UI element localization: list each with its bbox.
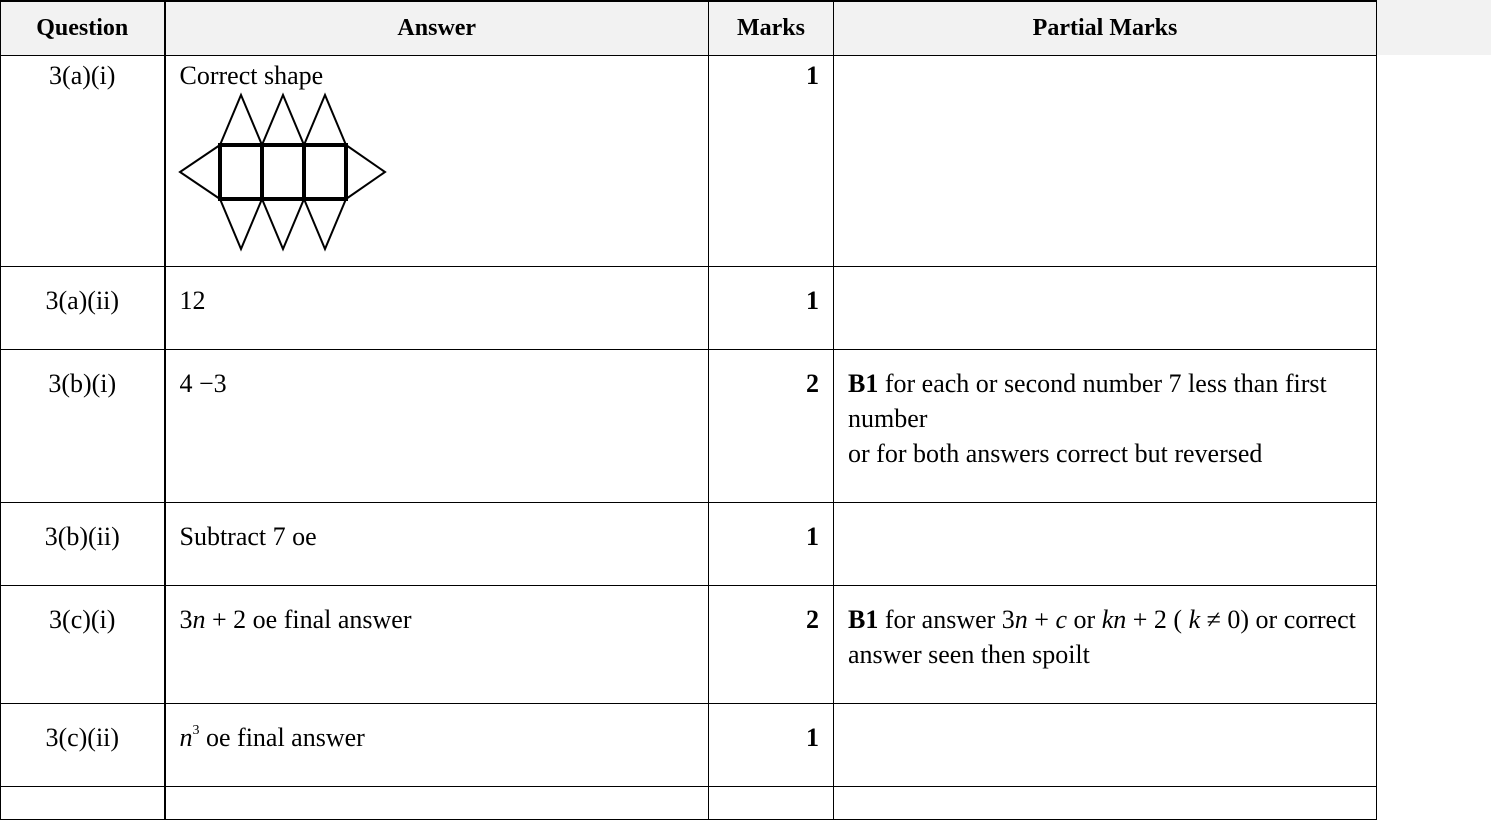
table-row <box>1 586 1377 704</box>
table-row <box>1 267 1377 350</box>
answer-variable: n <box>179 723 193 752</box>
partial-marks-variable: kn <box>1101 605 1127 634</box>
partial-marks-cell <box>834 586 1377 704</box>
answer-cell: 12 <box>165 267 709 350</box>
header-partial-marks: Partial Marks <box>834 1 1377 56</box>
header-question: Question <box>1 1 165 56</box>
partial-marks-cell <box>834 503 1377 586</box>
answer-text: + 2 oe final answer <box>205 605 412 634</box>
header-row <box>1 1 1377 56</box>
question-cell: 3(c)(i) <box>1 586 165 704</box>
answer-cell: Subtract 7 oe <box>165 503 709 586</box>
answer-cell <box>165 704 709 787</box>
answer-variable: n <box>192 605 206 634</box>
b1-label: B1 <box>848 605 879 634</box>
answer-cell: 4 −3 <box>165 350 709 503</box>
partial-marks-text: + 2 ( <box>1126 605 1189 634</box>
marks-cell: 1 <box>709 56 834 267</box>
question-cell: 3(c)(ii) <box>1 704 165 787</box>
b1-label: B1 <box>848 369 879 398</box>
marks-cell: 2 <box>709 350 834 503</box>
answer-cell <box>165 787 709 820</box>
table-row <box>1 704 1377 787</box>
partial-marks-cell <box>834 704 1377 787</box>
answer-text: 3 <box>179 605 193 634</box>
answer-text: Correct shape <box>179 61 324 90</box>
partial-marks-cell <box>834 56 1377 267</box>
marks-cell: 1 <box>709 267 834 350</box>
table-row <box>1 350 1377 503</box>
question-cell: 3(a)(ii) <box>1 267 165 350</box>
partial-marks-line <box>848 366 1366 436</box>
partial-marks-cell <box>834 787 1377 820</box>
partial-marks-variable: c <box>1055 605 1068 634</box>
question-cell: 3(b)(ii) <box>1 503 165 586</box>
table-row <box>1 787 1377 820</box>
answer-text: oe final answer <box>199 723 365 752</box>
partial-marks-text: for each or second number 7 less than first number <box>848 369 1327 433</box>
question-cell: 3(b)(i) <box>1 350 165 503</box>
partial-marks-line: or for both answers correct but reversed <box>848 439 1263 468</box>
partial-marks-text: ≠ 0) or correct answer seen then spoilt <box>848 605 1356 669</box>
net-diagram-icon <box>180 93 400 253</box>
partial-marks-text: for answer 3 <box>878 605 1015 634</box>
table-row <box>1 56 1377 267</box>
answer-cell <box>165 56 709 267</box>
question-cell <box>1 787 165 820</box>
marks-cell: 2 <box>709 586 834 704</box>
partial-marks-cell <box>834 267 1377 350</box>
question-cell: 3(a)(i) <box>1 56 165 267</box>
partial-marks-variable: n <box>1014 605 1028 634</box>
header-marks: Marks <box>709 1 834 56</box>
header-answer: Answer <box>165 1 709 56</box>
marks-cell: 1 <box>709 503 834 586</box>
marks-cell <box>709 787 834 820</box>
marks-cell: 1 <box>709 704 834 787</box>
partial-marks-cell <box>834 350 1377 503</box>
answer-exponent: 3 <box>192 723 200 739</box>
table-row <box>1 503 1377 586</box>
answer-cell <box>165 586 709 704</box>
partial-marks-variable: k <box>1188 605 1201 634</box>
header-strip <box>1376 0 1491 55</box>
partial-marks-text: + <box>1027 605 1056 634</box>
partial-marks-text: or <box>1067 605 1102 634</box>
